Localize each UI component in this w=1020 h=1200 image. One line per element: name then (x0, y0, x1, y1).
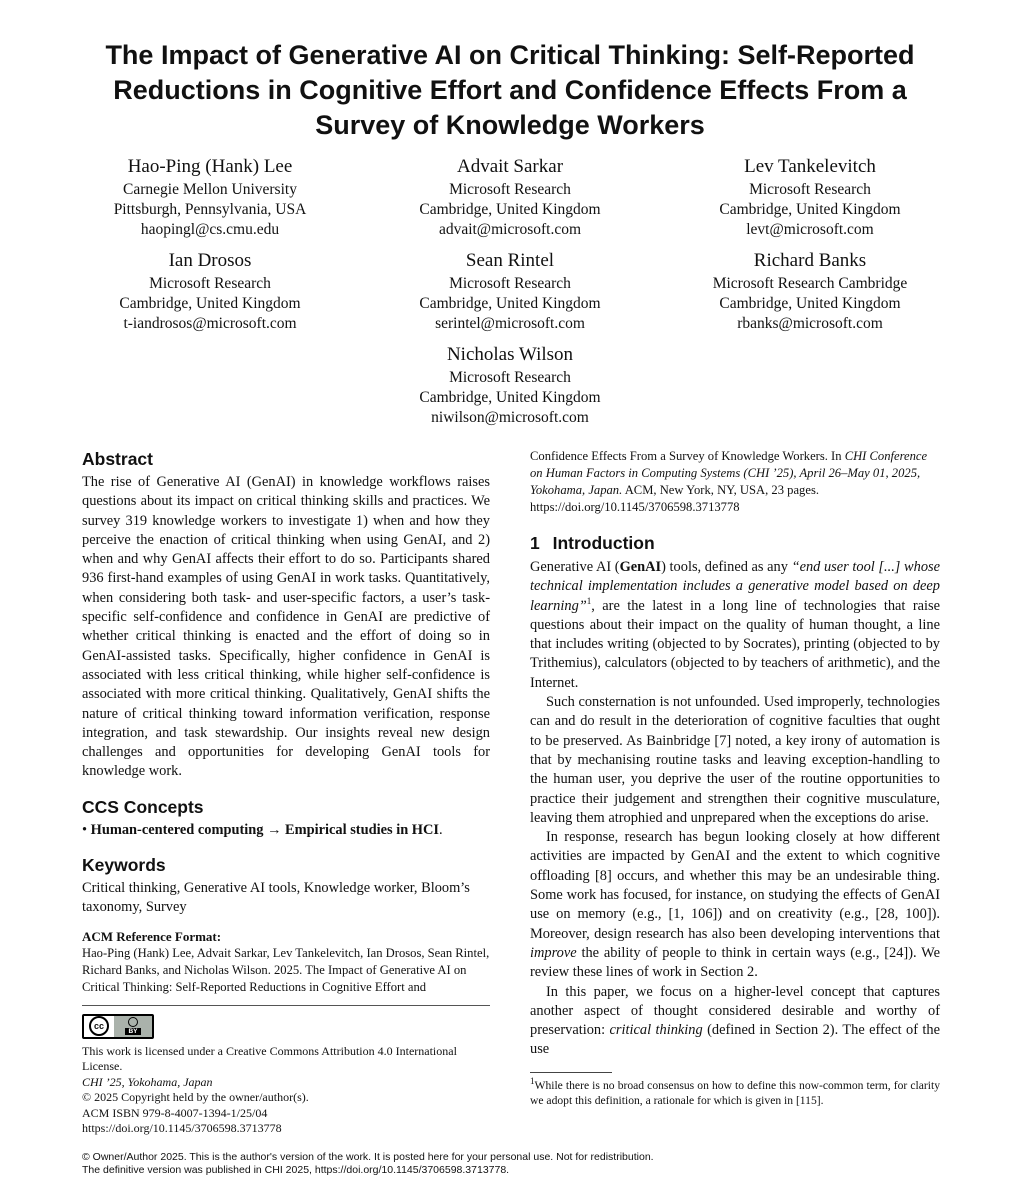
text-run: (defined in Section 2). The effect of the use (530, 1022, 940, 1058)
author-location: Pittsburgh, Pennsylvania, USA (113, 201, 307, 218)
bold-term: GenAI (619, 559, 662, 575)
divider (82, 1005, 490, 1006)
author (660, 155, 960, 240)
author (660, 249, 960, 334)
doi-link[interactable]: https://doi.org/10.1145/3706598.3713778 (82, 1121, 282, 1136)
author (360, 155, 660, 240)
emphasis: critical thinking (609, 1022, 703, 1039)
abstract-heading: Abstract (82, 449, 153, 469)
page-footer (82, 1151, 962, 1177)
author-email[interactable]: rbanks@microsoft.com (737, 315, 883, 332)
author-affiliation: Microsoft Research (749, 181, 871, 198)
author-name: Richard Banks (753, 250, 867, 271)
cc-icon (84, 1016, 114, 1037)
right-column (530, 448, 940, 1108)
keywords-text: Critical thinking, Generative AI tools, Knowledge worker, Bloom’s taxonomy, Survey (82, 880, 470, 916)
title-line: Survey of Knowledge Workers (315, 110, 705, 140)
author-email[interactable]: levt@microsoft.com (746, 221, 874, 238)
author (360, 249, 660, 334)
cc-by-license-badge[interactable] (82, 1014, 154, 1039)
author-email[interactable]: advait@microsoft.com (438, 221, 582, 238)
author-email[interactable]: t-iandrosos@microsoft.com (123, 315, 297, 332)
ccs-concept: Human-centered computing → Empirical studies in HCI (90, 821, 439, 838)
title-line: Reductions in Cognitive Effort and Confidence Effects From a (113, 75, 907, 105)
author-name: Hao-Ping (Hank) Lee (127, 156, 293, 177)
cc-symbol: cc (89, 1016, 109, 1036)
keywords-heading: Keywords (82, 855, 166, 876)
intro-paragraph (530, 983, 940, 1060)
author-name: Ian Drosos (168, 250, 252, 271)
footnote-text: While there is no broad consensus on how to define this now-common term, for clarity we adopt this definition, a rationale for which is given in [115]. (530, 1078, 940, 1107)
license-statement: This work is licensed under a Creative Commons Attribution 4.0 International License. (82, 1043, 457, 1074)
text-run: In response, research has begun looking closely at how different activities are impacted by GenAI and the extent to which cognitive offloading [8] occurs, and whether this may be an undesirable thing. Some work has focused, for instance, on studying the effects of GenAI use on memory (e.g., [1, 106]) and on creativity (e.g., [28, 100]). Moreover, design research has also been developing interventions that (530, 829, 940, 942)
footnote-divider (530, 1072, 612, 1073)
text-run: the ability of people to think in certain ways (e.g., [24]). We review these lines of work in Section 2. (530, 944, 940, 981)
ref-cont-venue: CHI Conference on Human Factors in Computing Systems (CHI ’25), April 26–May 01, 2025, Yokohama, Japan. (530, 449, 928, 497)
text-run: ) tools, defined as any (661, 559, 792, 575)
introduction-heading: 1 Introduction (530, 533, 655, 553)
cc-by-label: BY (125, 1028, 140, 1035)
author-name: Nicholas Wilson (446, 344, 574, 365)
footnote-marker[interactable]: 1 (586, 595, 592, 606)
acm-reference-text: Hao-Ping (Hank) Lee, Advait Sarkar, Lev Tankelevitch, Ian Drosos, Sean Rintel, Richard Banks, and Nicholas Wilson. 2025. The Impact of Generative AI on Critical Thinking: Self-Reported Reductions in Cognitive Effort and (82, 945, 490, 994)
author-affiliation: Microsoft Research (449, 369, 571, 386)
author-name: Advait Sarkar (456, 156, 564, 177)
acm-reference-continued (530, 448, 940, 516)
author (360, 343, 660, 428)
author (60, 155, 360, 240)
author-affiliation: Microsoft Research (449, 181, 571, 198)
ccs-concept-line (82, 821, 490, 840)
author-location: Cambridge, United Kingdom (719, 295, 901, 312)
author-affiliation: Microsoft Research (149, 275, 271, 292)
text-run: , are the latest in a long line of technologies that raise questions about their impact on the quality of human thought, a line that includes writing (objected to by Socrates), printing (objected to by Trithemius), calculators (objected to by teachers of arithmetic), and the Internet. (530, 597, 940, 691)
intro-paragraph (530, 828, 940, 982)
author-block (60, 155, 960, 437)
author-row (60, 343, 960, 428)
author-location: Cambridge, United Kingdom (719, 201, 901, 218)
paper-title (40, 38, 980, 143)
text-run: Generative AI ( (530, 559, 620, 575)
author-row (60, 249, 960, 334)
author-row (60, 155, 960, 240)
emphasis: improve (530, 944, 577, 961)
left-column (82, 448, 490, 1137)
license-block (82, 1044, 490, 1137)
ccs-bullet: • (82, 821, 88, 838)
conference-short: CHI ’25, Yokohama, Japan (82, 1074, 213, 1089)
author-location: Cambridge, United Kingdom (419, 295, 601, 312)
author-name: Lev Tankelevitch (744, 156, 876, 177)
person-icon (128, 1017, 138, 1027)
intro-paragraph: Such consternation is not unfounded. Used improperly, technologies can and do result in the deterioration of cognitive faculties that ought to be preserved. As Bainbridge [7] noted, a key irony of automation is that by mechanising routine tasks and leaving exception-handling to the human user, you deprive the user of the routine opportunities to practice their judgement and strengthen their cognitive musculature, leaving them atrophied and unprepared when the exceptions do arise. (530, 694, 940, 826)
title-line: The Impact of Generative AI on Critical Thinking: Self-Reported (105, 40, 915, 70)
ccs-end: . (438, 821, 443, 838)
author-email[interactable]: niwilson@microsoft.com (431, 409, 589, 426)
copyright-line: © 2025 Copyright held by the owner/author(s). (82, 1090, 309, 1105)
intro-paragraph (530, 558, 940, 693)
ccs-heading: CCS Concepts (82, 796, 204, 817)
definition-quote: “end user tool [...] whose technical implementation includes a generative model based on deep learning” (530, 559, 941, 614)
author-affiliation: Microsoft Research (449, 275, 571, 292)
author-affiliation: Microsoft Research Cambridge (712, 275, 908, 292)
text-run: In this paper, we focus on a higher-level concept that captures another aspect of thought considered desirable and worthy of preservation: (530, 983, 940, 1039)
acm-reference-heading: ACM Reference Format: (82, 928, 222, 944)
author-location: Cambridge, United Kingdom (419, 201, 601, 218)
footnote-number: 1 (530, 1075, 535, 1086)
author-location: Cambridge, United Kingdom (119, 295, 301, 312)
author-email[interactable]: serintel@microsoft.com (435, 315, 585, 332)
isbn-line: ACM ISBN 979-8-4007-1394-1/25/04 (82, 1105, 268, 1120)
author (60, 249, 360, 334)
ref-cont-end: ACM, New York, NY, USA, 23 pages. https://doi.org/10.1145/3706598.3713778 (530, 483, 819, 514)
ref-cont-plain: Confidence Effects From a Survey of Knowledge Workers. In (530, 449, 845, 463)
author-location: Cambridge, United Kingdom (419, 389, 601, 406)
footer-line: © Owner/Author 2025. This is the author's version of the work. It is posted here for your personal use. Not for redistribution. (82, 1151, 654, 1163)
abstract-text: The rise of Generative AI (GenAI) in knowledge workflows raises questions about its impact on critical thinking skills and practices. We survey 319 knowledge workers to investigate 1) when and how they perceive the enaction of critical thinking when using GenAI, and 2) when and why GenAI affects their effort to do so. Participants shared 936 first-hand examples of using GenAI in work tasks. Quantitatively, when considering both task- and user-specific factors, a user’s task-specific self-confidence and confidence in GenAI are predictive of whether critical thinking is enacted and the effort of doing so in GenAI-assisted tasks. Specifically, higher confidence in GenAI is associated with less critical thinking, while higher self-confidence is associated with more critical thinking. Qualitatively, GenAI shifts the nature of critical thinking toward information verification, response integration, and task stewardship. Our insights reveal new design challenges and opportunities for developing GenAI tools for knowledge work. (82, 474, 490, 780)
author-email[interactable]: haopingl@cs.cmu.edu (140, 221, 280, 238)
attribution-icon (114, 1016, 152, 1037)
footer-line: The definitive version was published in CHI 2025, https://doi.org/10.1145/3706598.3713778. (82, 1164, 510, 1176)
author-name: Sean Rintel (465, 250, 555, 271)
footnote (530, 1075, 940, 1108)
author-affiliation: Carnegie Mellon University (123, 181, 297, 198)
